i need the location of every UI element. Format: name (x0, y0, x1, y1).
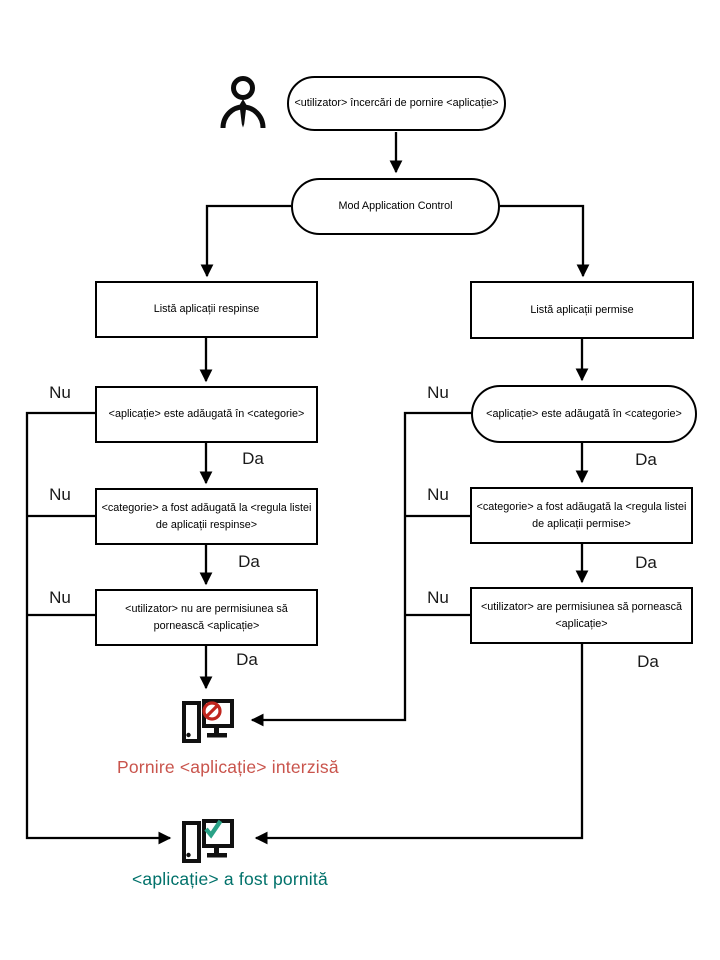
rail-right-no-to-blocked (252, 413, 472, 720)
label-no-allowed-category: Nu (427, 383, 449, 402)
label-yes-denied-permission: Da (236, 650, 258, 669)
result-blocked-text: Pornire <aplicație> interzisă (117, 757, 339, 777)
user-icon (219, 75, 267, 133)
node-allowed-permission: <utilizator> are permisiunea să pornească <aplicație> (470, 587, 693, 644)
label-yes-allowed-permission: Da (637, 652, 659, 671)
node-allowed-list: Listă aplicații permise (470, 281, 694, 339)
label-yes-allowed-category: Da (635, 450, 657, 469)
node-denied-list: Listă aplicații respinse (95, 281, 318, 338)
label-no-allowed-permission: Nu (427, 588, 449, 607)
node-allowed-rule: <categorie> a fost adăugată la <regula listei de aplicații permise> (470, 487, 693, 544)
arrow-mode-to-allowed-list (500, 206, 583, 276)
node-denied-rule: <categorie> a fost adăugată la <regula listei de aplicații respinse> (95, 488, 318, 545)
label-yes-allowed-rule: Da (635, 553, 657, 572)
result-started-text: <aplicație> a fost pornită (132, 869, 328, 889)
computer-blocked-icon (179, 692, 235, 748)
node-allowed-category: <aplicație> este adăugată în <categorie> (471, 385, 697, 443)
node-denied-category: <aplicație> este adăugată în <categorie> (95, 386, 318, 443)
label-yes-denied-category: Da (242, 449, 264, 468)
node-mode: Mod Application Control (291, 178, 500, 235)
node-denied-permission: <utilizator> nu are permisiunea să pornească <aplicație> (95, 589, 318, 646)
computer-started-icon (179, 812, 235, 868)
label-no-denied-rule: Nu (49, 485, 71, 504)
node-start: <utilizator> încercări de pornire <aplicație> (287, 76, 506, 131)
label-yes-denied-rule: Da (238, 552, 260, 571)
arrow-allowed-permission-to-started (256, 644, 582, 838)
label-no-denied-permission: Nu (49, 588, 71, 607)
arrow-mode-to-denied-list (207, 206, 291, 276)
label-no-allowed-rule: Nu (427, 485, 449, 504)
label-no-denied-category: Nu (49, 383, 71, 402)
